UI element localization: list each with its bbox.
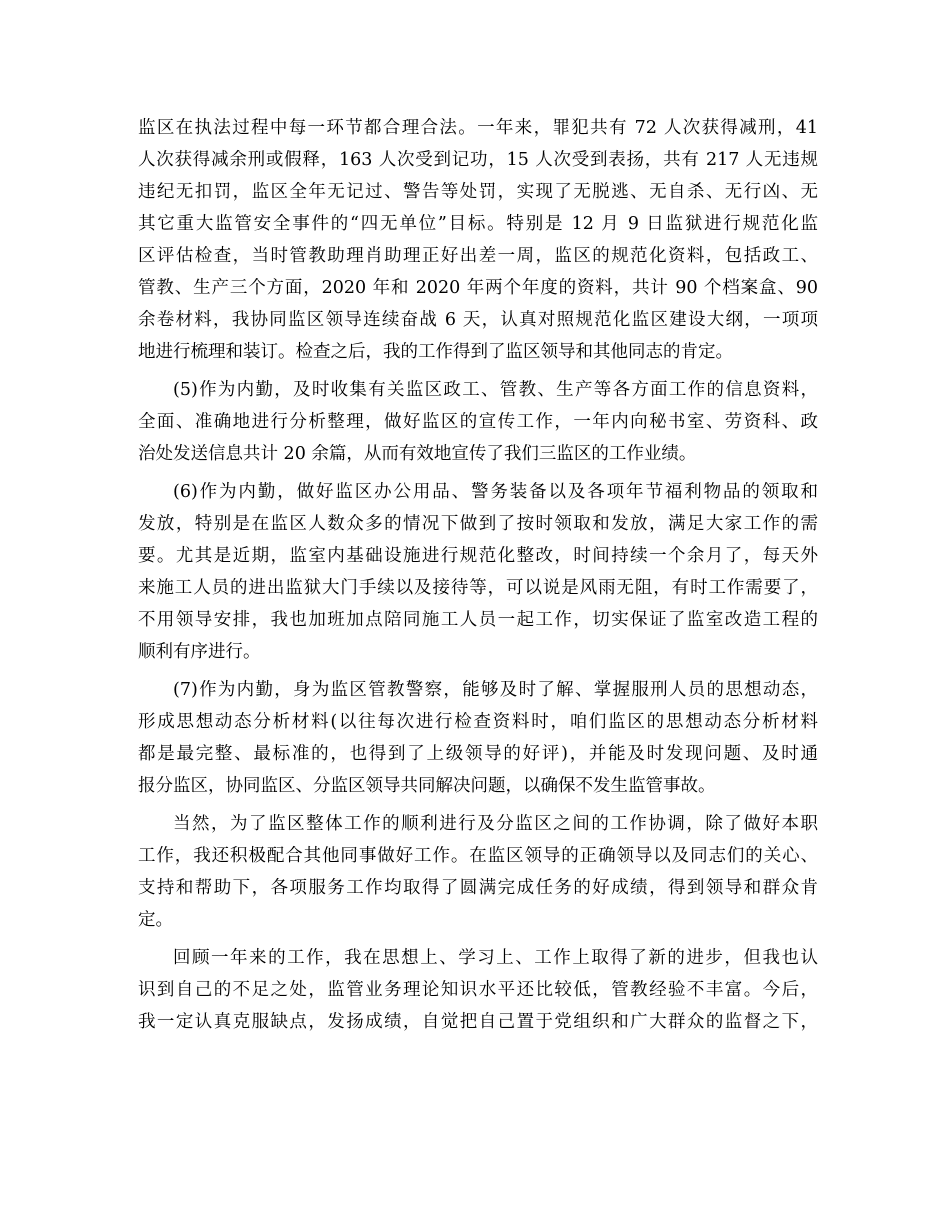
paragraph: [138, 808, 818, 936]
text-line: 识到自己的不足之处，监管业务理论知识水平还比较低，管教经验不丰富。今后，: [138, 980, 818, 1000]
document-body: [138, 112, 818, 1038]
text-line: 报分监区，协同监区、分监区领导共同解决问题，以确保不发生监管事故。: [138, 776, 716, 796]
text-line: 顺利有序进行。: [138, 642, 261, 662]
text-line: 我一定认真克服缺点，发扬成绩，自觉把自己置于党组织和广大群众的监督之下，: [138, 1012, 818, 1032]
paragraph: [138, 112, 818, 368]
text-line: 工作，我还积极配合其他同事做好工作。在监区领导的正确领导以及同志们的关心、: [138, 846, 818, 866]
text-line: 定。: [138, 910, 173, 930]
paragraph: [138, 942, 818, 1038]
text-line: 支持和帮助下，各项服务工作均取得了圆满完成任务的好成绩，得到领导和群众肯: [138, 878, 818, 898]
text-line: 都是最完整、最标准的，也得到了上级领导的好评)，并能及时发现问题、及时通: [138, 744, 818, 764]
text-line: 治处发送信息共计 20 余篇，从而有效地宣传了我们三监区的工作业绩。: [138, 444, 697, 464]
paragraph: [138, 476, 818, 668]
text-line: (6)作为内勤，做好监区办公用品、警务装备以及各项年节福利物品的领取和: [173, 482, 818, 502]
paragraph: [138, 374, 818, 470]
text-line: 管教、生产三个方面，2020 年和 2020 年两个年度的资料，共计 90 个档案盒、90: [138, 278, 818, 298]
text-line: 全面、准确地进行分析整理，做好监区的宣传工作，一年内向秘书室、劳资科、政: [138, 412, 818, 432]
text-line: 不用领导安排，我也加班加点陪同施工人员一起工作，切实保证了监室改造工程的: [138, 610, 818, 630]
text-line: 余卷材料，我协同监区领导连续奋战 6 天，认真对照规范化监区建设大纲，一项项: [138, 310, 818, 330]
text-line: 形成思想动态分析材料(以往每次进行检查资料时，咱们监区的思想动态分析材料: [138, 712, 818, 732]
text-line: (7)作为内勤，身为监区管教警察，能够及时了解、掌握服刑人员的思想动态，: [173, 680, 818, 700]
text-line: 回顾一年来的工作，我在思想上、学习上、工作上取得了新的进步，但我也认: [173, 948, 818, 968]
text-line: 地进行梳理和装订。检查之后，我的工作得到了监区领导和其他同志的肯定。: [138, 342, 733, 362]
text-line: 发放，特别是在监区人数众多的情况下做到了按时领取和发放，满足大家工作的需: [138, 514, 818, 534]
text-line: 其它重大监管安全事件的“四无单位”目标。特别是 12 月 9 日监狱进行规范化监: [138, 214, 818, 234]
text-line: 违纪无扣罚，监区全年无记过、警告等处罚，实现了无脱逃、无自杀、无行凶、无: [138, 182, 818, 202]
text-line: 要。尤其是近期，监室内基础设施进行规范化整改，时间持续一个余月了，每天外: [138, 546, 818, 566]
text-line: 当然，为了监区整体工作的顺利进行及分监区之间的工作协调，除了做好本职: [173, 814, 818, 834]
text-line: 人次获得减余刑或假释，163 人次受到记功，15 人次受到表扬，共有 217 人无违规: [138, 150, 818, 170]
text-line: 区评估检查，当时管教助理肖助理正好出差一周，监区的规范化资料，包括政工、: [138, 246, 818, 266]
paragraph: [138, 674, 818, 802]
text-line: (5)作为内勤，及时收集有关监区政工、管教、生产等各方面工作的信息资料，: [173, 380, 818, 400]
text-line: 监区在执法过程中每一环节都合理合法。一年来，罪犯共有 72 人次获得减刑，41: [138, 118, 818, 138]
text-line: 来施工人员的进出监狱大门手续以及接待等，可以说是风雨无阻，有时工作需要了，: [138, 578, 818, 598]
